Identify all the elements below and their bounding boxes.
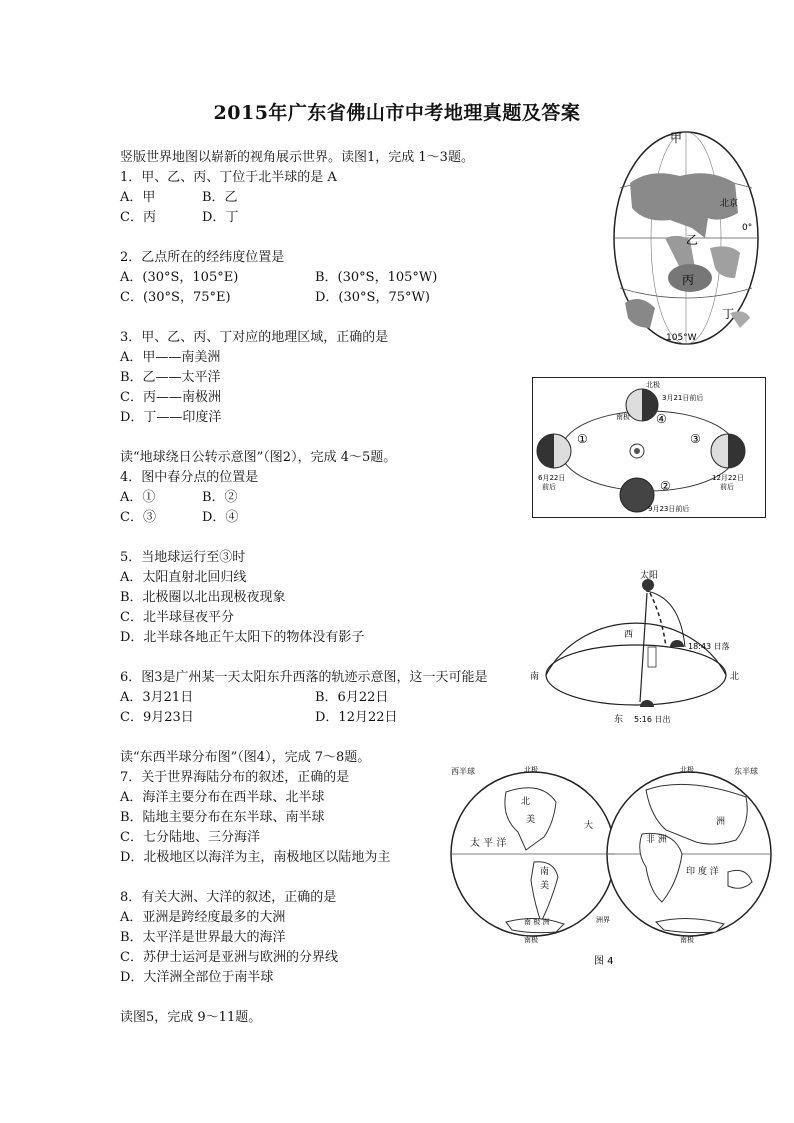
fig4-label-sa2: 美 bbox=[540, 881, 550, 891]
intro-fig2: 读“地球绕日公转示意图”（图2），完成 4～5题。 bbox=[120, 450, 397, 465]
fig4-label-antarctica: 南 极 洲 bbox=[524, 918, 550, 926]
fig2-marker-1: ① bbox=[577, 432, 588, 446]
q1-option-b: B．乙 bbox=[202, 190, 238, 205]
fig3-label-west: 西 bbox=[624, 630, 634, 640]
q8-option-b: B．太平洋是世界最大的海洋 bbox=[120, 930, 286, 945]
figure-2-revolution bbox=[532, 377, 766, 518]
page-title: 2015年广东省佛山市中考地理真题及答案 bbox=[213, 102, 581, 124]
fig3-label-sun: 太阳 bbox=[640, 571, 659, 581]
q3-stem: 3．甲、乙、丙、丁对应的地理区域，正确的是 bbox=[120, 330, 389, 345]
fig2-marker-2: ② bbox=[660, 479, 671, 493]
intro-fig4: 读“东西半球分布图”（图4），完成 7～8题。 bbox=[120, 750, 371, 765]
q7-option-b: B．陆地主要分布在东半球、南半球 bbox=[120, 810, 325, 825]
q5-option-b: B．北极圈以北出现极夜现象 bbox=[120, 590, 286, 605]
fig1-label-bing: 丙 bbox=[682, 273, 695, 287]
fig1-label-jia: 甲 bbox=[670, 131, 683, 145]
fig4-label-boundary: 洲界 bbox=[596, 916, 610, 924]
fig4-label-west-hemisphere: 西半球 bbox=[451, 767, 475, 776]
fig1-label-ding: 丁 bbox=[722, 307, 735, 321]
q5-option-c: C．北半球昼夜平分 bbox=[120, 610, 234, 625]
fig2-label-mar21: 3月21日前后 bbox=[662, 394, 704, 402]
q6-option-c: C．9月23日 bbox=[120, 710, 194, 725]
fig2-label-north: 北极 bbox=[646, 381, 660, 389]
fig4-label-africa: 非 洲 bbox=[646, 835, 667, 845]
fig4-label-sa1: 南 bbox=[540, 867, 550, 877]
fig4-label-pacific: 太 平 洋 bbox=[470, 838, 507, 849]
q1-stem: 1．甲、乙、丙、丁位于北半球的是 A bbox=[120, 170, 337, 185]
q2-stem: 2．乙点所在的经纬度位置是 bbox=[120, 250, 285, 265]
fig2-label-jun22-after: 前后 bbox=[542, 483, 556, 491]
fig2-label-south: 南极 bbox=[616, 413, 630, 421]
fig4-label-na1: 北 bbox=[521, 797, 531, 807]
q8-option-d: D．大洋洲全部位于南半球 bbox=[120, 970, 274, 985]
fig1-label-beijing: 北京 bbox=[720, 199, 739, 209]
fig3-label-south: 南 bbox=[530, 672, 540, 682]
fig2-label-sep23: 9月23日前后 bbox=[648, 505, 690, 513]
fig2-marker-4: ④ bbox=[656, 412, 667, 426]
q8-option-c: C．苏伊士运河是亚洲与欧洲的分界线 bbox=[120, 950, 338, 965]
q6-option-d: D．12月22日 bbox=[315, 710, 398, 725]
q4-option-a: A．① bbox=[120, 490, 156, 505]
q5-option-d: D．北半球各地正午太阳下的物体没有影子 bbox=[120, 630, 365, 645]
q1-option-a: A．甲 bbox=[120, 190, 156, 205]
fig2-label-jun22: 6月22日 bbox=[538, 474, 566, 482]
q3-option-b: B．乙——太平洋 bbox=[120, 370, 221, 385]
q4-option-d: D．④ bbox=[202, 510, 239, 525]
q2-option-b: B．(30°S，105°W) bbox=[315, 270, 438, 285]
q3-option-d: D．丁——印度洋 bbox=[120, 410, 222, 425]
q7-option-c: C．七分陆地、三分海洋 bbox=[120, 830, 260, 845]
q2-option-d: D．(30°S，75°W) bbox=[315, 290, 430, 305]
fig4-label-south-pole-w: 南极 bbox=[524, 936, 538, 944]
q6-option-a: A．3月21日 bbox=[120, 690, 194, 705]
fig3-label-sunrise: 5:16 日出 bbox=[634, 715, 671, 724]
q4-option-b: B．② bbox=[202, 490, 238, 505]
q2-option-a: A．(30°S，105°E) bbox=[120, 270, 239, 285]
q7-stem: 7．关于世界海陆分布的叙述，正确的是 bbox=[120, 770, 350, 785]
fig4-caption: 图 4 bbox=[594, 956, 614, 967]
fig1-label-equator: 0° bbox=[742, 223, 753, 233]
q1-option-d: D．丁 bbox=[202, 210, 239, 225]
figure-4-hemispheres bbox=[446, 762, 776, 972]
fig2-label-dec22: 12月22日 bbox=[712, 474, 744, 482]
fig4-label-indian: 印 度 洋 bbox=[686, 867, 719, 877]
q3-option-c: C．丙——南极洲 bbox=[120, 390, 221, 405]
intro-fig1: 竖版世界地图以崭新的视角展示世界。读图1，完成 1～3题。 bbox=[120, 150, 474, 165]
q3-option-a: A．甲——南美洲 bbox=[120, 350, 221, 365]
fig3-label-north: 北 bbox=[730, 672, 740, 682]
figure-1-world-map bbox=[610, 128, 762, 348]
fig3-label-sunset: 18:43 日落 bbox=[688, 642, 730, 651]
fig4-label-da: 大 bbox=[584, 821, 594, 831]
fig1-label-longitude: 105°W bbox=[666, 333, 697, 343]
fig4-label-asia: 洲 bbox=[716, 817, 726, 827]
fig4-label-east-hemisphere: 东半球 bbox=[734, 767, 758, 776]
fig1-label-yi: 乙 bbox=[686, 233, 699, 247]
fig4-label-north-pole-e: 北极 bbox=[680, 766, 694, 774]
q4-stem: 4．图中春分点的位置是 bbox=[120, 470, 259, 485]
fig2-label-dec22-after: 前后 bbox=[720, 483, 734, 491]
fig2-marker-3: ③ bbox=[690, 432, 701, 446]
q1-option-c: C．丙 bbox=[120, 210, 156, 225]
q8-stem: 8．有关大洲、大洋的叙述，正确的是 bbox=[120, 890, 337, 905]
intro-fig5: 读图5，完成 9～11题。 bbox=[120, 1010, 262, 1025]
q5-stem: 5．当地球运行至③时 bbox=[120, 550, 246, 565]
q2-option-c: C．(30°S，75°E) bbox=[120, 290, 231, 305]
q7-option-d: D．北极地区以海洋为主，南极地区以陆地为主 bbox=[120, 850, 391, 865]
fig4-label-south-pole-e: 南极 bbox=[680, 936, 694, 944]
fig3-label-east: 东 bbox=[614, 715, 624, 725]
figure-3-sun-path bbox=[530, 567, 744, 727]
fig4-label-north-pole-w: 北极 bbox=[524, 766, 538, 774]
q4-option-c: C．③ bbox=[120, 510, 156, 525]
q8-option-a: A．亚洲是跨经度最多的大洲 bbox=[120, 910, 286, 925]
fig4-label-na2: 美 bbox=[526, 815, 536, 825]
q5-option-a: A．太阳直射北回归线 bbox=[120, 570, 247, 585]
q6-stem: 6．图3是广州某一天太阳东升西落的轨迹示意图，这一天可能是 bbox=[120, 670, 488, 685]
q7-option-a: A．海洋主要分布在西半球、北半球 bbox=[120, 790, 325, 805]
q6-option-b: B．6月22日 bbox=[315, 690, 389, 705]
